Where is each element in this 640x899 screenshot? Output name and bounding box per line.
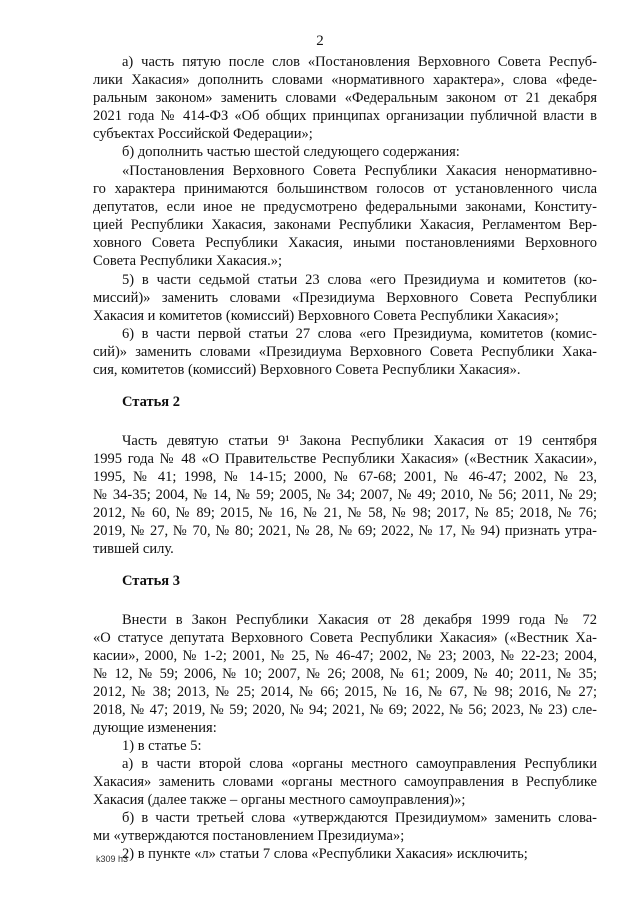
text-line: ральным законом» заменить словами «Федеральным законом от 21 декабря <box>93 90 597 106</box>
text-line: 1) в статье 5: <box>122 738 202 754</box>
page-number: 2 <box>316 33 324 49</box>
text-line: касии», 2000, № 1-2; 2001, № 25, № 46-47; 2002, № 23; 2003, № 22-23; 2004, <box>93 648 597 664</box>
text-line: 2018, № 47; 2019, № 59; 2020, № 94; 2021, № 69; 2022, № 56; 2023, № 23) сле- <box>93 702 597 718</box>
text-line: б) в части третьей слова «утверждаются Президиумом» заменить слова- <box>122 810 597 826</box>
text-line: а) часть пятую после слов «Постановления Верховного Совета Респуб- <box>122 54 597 70</box>
text-line: б) дополнить частью шестой следующего содержания: <box>122 144 460 160</box>
text-line: Хакасия (далее также – органы местного самоуправления)»; <box>93 792 466 808</box>
text-line: сий)» заменить словами «Президиума Верховного Совета Республики Хака- <box>93 344 597 360</box>
text-line: 1995 года № 48 «О Правительстве Республики Хакасия» («Вестник Хакасии», <box>93 451 597 467</box>
text-line: ми «утверждаются постановлением Президиума»; <box>93 828 405 844</box>
text-line: субъектах Российской Федерации»; <box>93 126 313 142</box>
article-heading: Статья 3 <box>122 573 180 589</box>
text-line: депутатов, если иное не предусмотрено федеральными законами, Конститу- <box>93 199 597 215</box>
text-line: 2012, № 38; 2013, № 25; 2014, № 66; 2015, № 16, № 67, № 98; 2016, № 27; <box>93 684 597 700</box>
text-line: «О статусе депутата Верховного Совета Республики Хакасия» («Вестник Ха- <box>93 630 597 646</box>
text-line: дующие изменения: <box>93 720 217 736</box>
text-line: № 34-35; 2004, № 14, № 59; 2005, № 34; 2007, № 49; 2010, № 56; 2011, № 29; <box>93 487 597 503</box>
text-line: тившей силу. <box>93 541 174 557</box>
text-line: 2021 года № 414-ФЗ «Об общих принципах организации публичной власти в <box>93 108 597 124</box>
text-line: 1995, № 41; 1998, № 14-15; 2000, № 67-68; 2001, № 46-47; 2002, № 23, <box>93 469 597 485</box>
text-line: сия, комитетов (комиссий) Верховного Совета Республики Хакасия». <box>93 362 521 378</box>
text-line: Внести в Закон Республики Хакасия от 28 декабря 1999 года № 72 <box>122 612 597 628</box>
article-heading: Статья 2 <box>122 394 180 410</box>
text-line: лики Хакасия» дополнить словами «нормативного характера», слова «феде- <box>93 72 597 88</box>
text-line: 2012, № 60, № 89; 2015, № 16, № 21, № 58, № 98; 2017, № 85; 2018, № 76; <box>93 505 597 521</box>
text-line: Совета Республики Хакасия.»; <box>93 253 282 269</box>
text-line: № 12, № 59; 2006, № 10; 2007, № 26; 2008, № 61; 2009, № 40; 2011, № 35; <box>93 666 597 682</box>
text-line: 6) в части первой статьи 27 слова «его Президиума, комитетов (комис- <box>122 326 597 342</box>
text-line: 5) в части седьмой статьи 23 слова «его Президиума и комитетов (ко- <box>122 272 597 288</box>
text-line: цией Республики Хакасия, законами Республики Хакасия, Регламентом Вер- <box>93 217 597 233</box>
text-line: «Постановления Верховного Совета Республики Хакасия ненормативно- <box>122 163 597 179</box>
text-line: ховного Совета Республики Хакасия, иными постановлениями Верховного <box>93 235 597 251</box>
text-line: миссий)» заменить словами «Президиума Верховного Совета Республики <box>93 290 597 306</box>
text-line: Хакасия и комитетов (комиссий) Верховного Совета Республики Хакасия»; <box>93 308 559 324</box>
text-line: Часть девятую статьи 9¹ Закона Республики Хакасия от 19 сентября <box>122 433 597 449</box>
text-line: Хакасия» заменить словами «органы местного самоуправления в Республике <box>93 774 597 790</box>
text-line: 2019, № 27, № 70, № 80; 2021, № 28, № 69; 2022, № 17, № 94) признать утра- <box>93 523 597 539</box>
text-line: 2) в пункте «л» статьи 7 слова «Республики Хакасия» исключить; <box>122 846 528 862</box>
document-stamp: k309 h3 <box>96 854 129 864</box>
text-line: а) в части второй слова «органы местного самоуправления Республики <box>122 756 597 772</box>
text-line: го характера принимаются большинством голосов от установленного числа <box>93 181 597 197</box>
